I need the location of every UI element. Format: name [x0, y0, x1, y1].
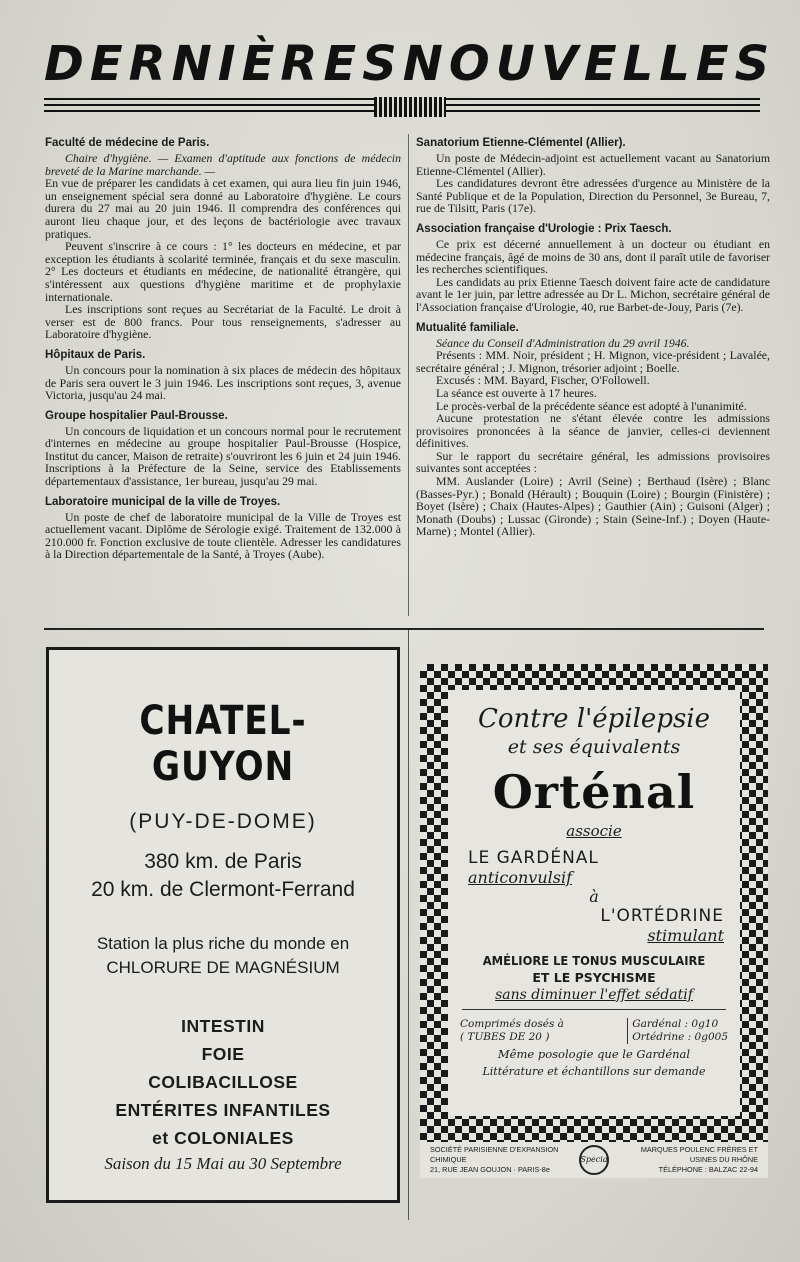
section-title: Hôpitaux de Paris.	[45, 348, 146, 361]
section-subtitle: Chaire d'hygiène. — Examen d'aptitude aux fonctions de médecin breveté de la Marine marchande. —	[45, 151, 401, 178]
ad-station-line: CHLORURE DE MAGNÉSIUM	[106, 958, 340, 977]
footer-phone: TÉLÉPHONE : BALZAC 22-94	[658, 1165, 758, 1174]
ad-claim-note: sans diminuer l'effet sédatif	[495, 987, 693, 1003]
ad-indication: INTESTIN	[181, 1016, 265, 1036]
masthead-ornament	[374, 97, 446, 117]
ad-season: Saison du 15 Mai au 30 Septembre	[104, 1154, 342, 1173]
specia-logo-icon: Specia	[579, 1145, 609, 1175]
paragraph: Les inscriptions sont reçues au Secrétariat de la Faculté. Le droit à verser est de 800 francs. Pour tous renseignements, s'adresser au Laboratoire d'hygiène.	[45, 302, 401, 342]
paragraph: Présents : MM. Noir, président ; H. Mignon, vice-président ; Lavalée, secrétaire général ; J. Mignon, trésorier adjoint ; Boelle.	[416, 348, 770, 375]
ad-claim: ET LE PSYCHISME	[532, 970, 656, 985]
ad-dose-label: Comprimés dosés à	[460, 1018, 564, 1030]
ad-distance: 20 km. de Clermont-Ferrand	[91, 878, 355, 901]
ad-ortenal	[420, 664, 768, 1142]
paragraph: Les candidatures devront être adressées d'urgence au Ministère de la Santé Publique et de la Population, Direction du Personnel, 3e Bureau, 7, rue de Tilsitt, Paris (17e).	[416, 176, 770, 216]
footer-brands: MARQUES POULENC FRÈRES ET USINES DU RHÔNE	[640, 1145, 758, 1164]
masthead	[44, 36, 776, 92]
paragraph: Les candidats au prix Etienne Taesch doivent faire acte de candidature avant le 1er juin, par lettre adressée au Dr L. Michon, secrétaire général de l'Association française d'Urologie, 40, rue Barbet-de-Jouy, Paris (7e).	[416, 274, 770, 314]
ad-title: CHATEL-GUYON	[139, 698, 307, 790]
ad-anticonvulsif: anticonvulsif	[468, 868, 572, 887]
ad-gardenal: LE GARDÉNAL	[468, 848, 599, 868]
section-paul-brousse	[45, 409, 401, 488]
ad-claim: AMÉLIORE LE TONUS MUSCULAIRE	[482, 953, 706, 968]
paragraph: Un concours pour la nomination à six places de médecin des hôpitaux de Paris sera ouvert le 3 juin 1946. Les inscriptions sont reçues, 3, avenue Victoria, jusqu'au 24 mai.	[45, 362, 401, 403]
ad-ortenal-footer	[420, 1142, 768, 1178]
masthead-word-2: NOUVELLES	[402, 36, 776, 92]
masthead-rules	[44, 96, 760, 118]
section-sanatorium	[416, 136, 770, 215]
ad-ortedrine: L'ORTÉDRINE	[600, 906, 724, 926]
section-title: Mutualité familiale.	[416, 321, 519, 334]
ad-dose-gardenal: Gardénal : 0g10	[632, 1018, 719, 1030]
section-urologie	[416, 222, 770, 314]
section-title: Sanatorium Etienne-Clémentel (Allier).	[416, 137, 626, 149]
paragraph: Sur le rapport du secrétaire général, les admissions provisoires suivantes sont acceptées :	[416, 448, 770, 476]
section-title: Faculté de médecine de Paris.	[45, 137, 210, 149]
paragraph: La séance est ouverte à 17 heures.	[436, 385, 597, 400]
paragraph: MM. Auslander (Loire) ; Avril (Seine) ; Berthaud (Isère) ; Blanc (Basses-Pyr.) ; Bonald (Hérault) ; Bouquin (Loire) ; Bourgin (Finistère) ; Boyet (Isère) ; Chaix (Hautes-Alpes) ; Gauthier (Ain) ; Guisoni (Alger) ; Monath (Doubs) ; Lussac (Gironde) ; Stain (Seine-Inf.) ; Doyen (Haute-Marne) ; Montel (Allier).	[416, 474, 770, 539]
ad-ortenal-panel	[448, 690, 740, 1116]
ad-distance: 380 km. de Paris	[144, 850, 302, 873]
ad-indication: FOIE	[201, 1044, 245, 1064]
section-troyes	[45, 495, 401, 561]
ad-posologie: Même posologie que le Gardénal	[497, 1047, 691, 1061]
ad-region: (PUY-DE-DOME)	[129, 810, 317, 833]
column-left	[45, 136, 401, 568]
section-mutualite	[416, 321, 770, 539]
ad-brand: Orténal	[492, 765, 696, 819]
section-title: Laboratoire municipal de la ville de Troyes.	[45, 495, 281, 508]
ad-a: à	[589, 887, 599, 906]
ad-indication: et COLONIALES	[152, 1128, 294, 1148]
ad-dose-tubes: ( TUBES DE 20 )	[460, 1031, 550, 1043]
section-separator	[44, 628, 764, 630]
paragraph: Un poste de Médecin-adjoint est actuellement vacant au Sanatorium Etienne-Clémentel (Allier).	[416, 151, 770, 178]
ad-indication: COLIBACILLOSE	[148, 1072, 298, 1092]
masthead-word-1: DERNIÈRES	[44, 36, 403, 92]
section-title: Association française d'Urologie : Prix Taesch.	[416, 222, 672, 235]
section-subtitle: Séance du Conseil d'Administration du 29 avril 1946.	[436, 335, 690, 350]
ad-station-line: Station la plus riche du monde en	[96, 934, 350, 953]
ad-dosage	[460, 1018, 728, 1044]
ad-stimulant: stimulant	[647, 926, 724, 945]
section-faculte	[45, 136, 401, 341]
ad-indications	[49, 1012, 397, 1152]
paragraph: Ce prix est décerné annuellement à un docteur ou étudiant en médecine français, âgé de moins de 30 ans, dont il paraît utile de favoriser les recherches scientifiques.	[416, 236, 770, 277]
ad-headline: Contre l'épilepsie	[477, 704, 711, 734]
column-right	[416, 136, 770, 545]
section-hopitaux	[45, 348, 401, 402]
paragraph: En vue de préparer les candidats à cet examen, qui aura lieu fin juin 1946, un enseignement spécial sera donné au Laboratoire d'hygiène. Le cours durera du 27 mai au 20 juin 1946. Il comprendra des conférences qui auront lieu chaque jour, et des leçons de bactériologie avec travaux pratiques.	[45, 176, 401, 241]
paragraph: Peuvent s'inscrire à ce cours : 1° les docteurs en médecine, et par exception les étudiants à scolarité terminée, français et du sexe masculin. 2° Les docteurs et étudiants en médecine, de nationalité étrangère, qui s'intéressent aux questions d'hygiène maritime et de prophylaxie internationale.	[45, 239, 401, 304]
ad-litterature: Littérature et échantillons sur demande	[482, 1065, 706, 1078]
ad-indication: ENTÉRITES INFANTILES	[115, 1100, 331, 1120]
footer-address: 21, RUE JEAN GOUJON · PARIS-8e	[430, 1165, 550, 1174]
column-divider	[408, 134, 409, 616]
paragraph: Un poste de chef de laboratoire municipal de la Ville de Troyes est actuellement vacant. Diplôme de Sérologie exigé. Traitement de 132.000 à 210.000 fr. Fonction exclusive de toute clientèle. Adresser les candidatures à la Direction départementale de la Santé, à Troyes (Aube).	[45, 509, 401, 562]
ad-dose-ortedrine: Ortédrine : 0g005	[632, 1031, 728, 1043]
paragraph: Un concours de liquidation et un concours normal pour le recrutement d'internes en médecine au groupe hospitalier Paul-Brousse (Hospice, Institut du cancer, Maison de retraite) s'ouvriront les 6 juin et 24 juin 1946. Inscriptions à la Préfecture de la Seine, service des Etablissements départementaux d'assistance, 1er bureau, jusqu'au 29 mai.	[45, 423, 401, 489]
ad-chatel-guyon	[46, 647, 400, 1203]
paragraph: Le procès-verbal de la précédente séance est adopté à l'unanimité.	[436, 398, 747, 413]
ad-rule	[462, 1009, 726, 1010]
ad-divider	[408, 630, 409, 1220]
section-title: Groupe hospitalier Paul-Brousse.	[45, 409, 228, 422]
ad-headline-2: et ses équivalents	[507, 736, 681, 758]
ad-associe: associe	[566, 822, 622, 840]
paragraph: Excusés : MM. Bayard, Fischer, O'Followell.	[436, 373, 650, 388]
footer-company: SOCIÉTÉ PARISIENNE D'EXPANSION CHIMIQUE	[430, 1145, 559, 1164]
paragraph: Aucune protestation ne s'étant élevée contre les admissions provisoires prononcées à la séance de janvier, celles-ci deviennent définitives.	[416, 411, 770, 451]
